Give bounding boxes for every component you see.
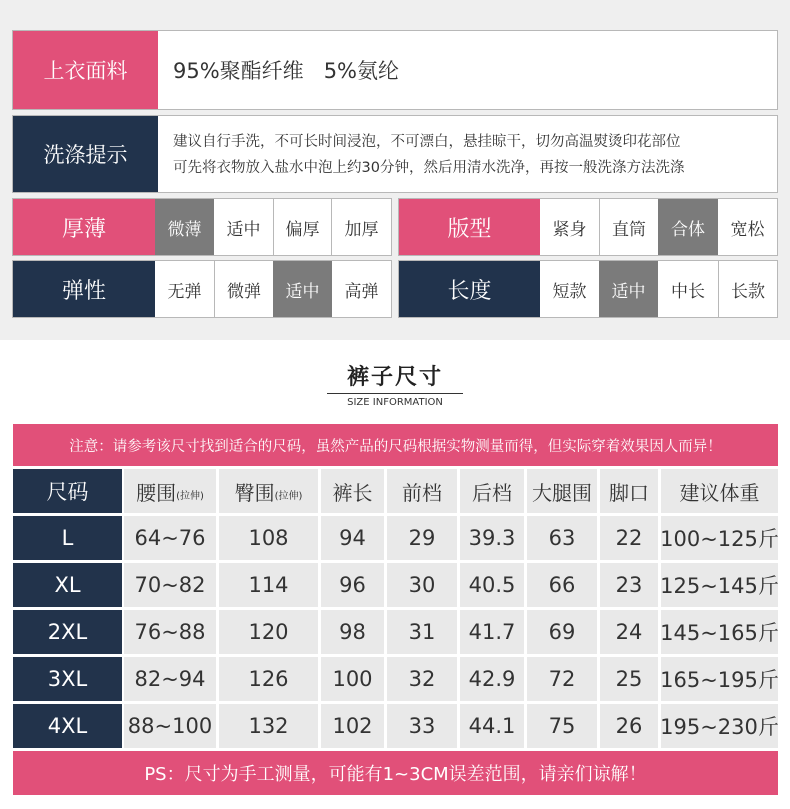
- table-cell: 94: [321, 516, 384, 560]
- thickness-row: [12, 198, 392, 256]
- table-cell: 108: [219, 516, 318, 560]
- table-header-cell: [600, 469, 658, 513]
- elasticity-option-2: 微弹: [215, 261, 273, 317]
- elasticity-row: [12, 260, 392, 318]
- length-label: 长度: [399, 261, 540, 317]
- table-header-cell: [219, 469, 318, 513]
- table-header-label: 后档: [472, 480, 512, 505]
- fit-option-4: 宽松: [718, 199, 777, 255]
- table-cell: 100: [321, 657, 384, 701]
- table-size-cell: 4XL: [13, 704, 122, 748]
- fabric-label: 上衣面料: [13, 31, 158, 109]
- thickness-label: 厚薄: [13, 199, 155, 255]
- length-option-4: 长款: [719, 261, 777, 317]
- elasticity-option-3: 适中: [273, 261, 332, 317]
- table-cell: 125~145斤: [661, 563, 778, 607]
- table-size-cell: XL: [13, 563, 122, 607]
- title-divider: [327, 393, 463, 394]
- table-cell: 120: [219, 610, 318, 654]
- table-header-note: (拉伸): [176, 490, 204, 502]
- table-cell: 64~76: [124, 516, 216, 560]
- table-cell: 145~165斤: [661, 610, 778, 654]
- table-header-cell: [321, 469, 384, 513]
- fabric-row: [12, 30, 778, 110]
- table-header-label: 前档: [402, 480, 442, 505]
- table-cell: 88~100: [124, 704, 216, 748]
- table-cell: 98: [321, 610, 384, 654]
- table-cell: 100~125斤: [661, 516, 778, 560]
- size-section-title: 裤子尺寸: [346, 365, 443, 390]
- fit-label: 版型: [399, 199, 540, 255]
- table-cell: 195~230斤: [661, 704, 778, 748]
- elasticity-option-4: 高弹: [332, 261, 391, 317]
- table-header-note: (拉伸): [274, 490, 303, 502]
- size-section-subtitle: SIZE INFORMATION: [347, 397, 443, 408]
- table-cell: 41.7: [460, 610, 524, 654]
- table-header-label: 臀围: [234, 480, 275, 505]
- table-header-label: 腰围: [136, 480, 177, 505]
- thickness-option-3: 偏厚: [274, 199, 331, 255]
- table-header-label: 裤长: [332, 480, 373, 505]
- table-cell: 23: [600, 563, 658, 607]
- table-cell: 165~195斤: [661, 657, 778, 701]
- table-header-cell: [387, 469, 457, 513]
- table-header-cell: [13, 469, 122, 513]
- table-cell: 42.9: [460, 657, 524, 701]
- table-cell: 22: [600, 516, 658, 560]
- table-cell: 29: [387, 516, 457, 560]
- table-header-cell: [124, 469, 216, 513]
- table-header-label: 建议体重: [679, 480, 760, 505]
- table-cell: 76~88: [124, 610, 216, 654]
- fit-option-2: 直筒: [600, 199, 658, 255]
- thickness-option-4: 加厚: [332, 199, 391, 255]
- wash-label: 洗涤提示: [13, 116, 158, 192]
- footnote-banner: PS：尺寸为手工测量，可能有1~3CM误差范围，请亲们谅解！: [13, 751, 778, 795]
- length-option-2: 适中: [599, 261, 658, 317]
- table-cell: 33: [387, 704, 457, 748]
- table-cell: 70~82: [124, 563, 216, 607]
- table-cell: 114: [219, 563, 318, 607]
- table-header-label: 尺码: [46, 480, 89, 504]
- table-cell: 24: [600, 610, 658, 654]
- table-header-cell: [527, 469, 597, 513]
- table-size-cell: 2XL: [13, 610, 122, 654]
- product-info-panel: [0, 0, 790, 340]
- fit-option-3: 合体: [658, 199, 718, 255]
- thickness-option-2: 适中: [214, 199, 273, 255]
- fabric-value: 95%聚酯纤维 5%氨纶: [173, 59, 400, 83]
- table-header-label: 脚口: [609, 480, 649, 505]
- table-cell: 96: [321, 563, 384, 607]
- table-cell: 66: [527, 563, 597, 607]
- table-cell: 40.5: [460, 563, 524, 607]
- table-cell: 26: [600, 704, 658, 748]
- table-cell: 82~94: [124, 657, 216, 701]
- table-cell: 69: [527, 610, 597, 654]
- wash-instructions: [173, 129, 684, 181]
- table-cell: 31: [387, 610, 457, 654]
- length-option-1: 短款: [540, 261, 599, 317]
- wash-row: [12, 115, 778, 193]
- elasticity-option-1: 无弹: [155, 261, 214, 317]
- table-cell: 39.3: [460, 516, 524, 560]
- elasticity-label: 弹性: [13, 261, 155, 317]
- wash-line-1: 建议自行手洗，不可长时间浸泡，不可漂白，悬挂晾干，切勿高温熨烫印花部位: [173, 134, 681, 150]
- table-cell: 102: [321, 704, 384, 748]
- thickness-option-1: 微薄: [155, 199, 214, 255]
- fit-option-1: 紧身: [540, 199, 599, 255]
- notice-banner: 注意：请参考该尺寸找到适合的尺码，虽然产品的尺码根据实物测量而得，但实际穿着效果因人而异！: [13, 424, 778, 466]
- table-cell: 126: [219, 657, 318, 701]
- table-cell: 132: [219, 704, 318, 748]
- table-cell: 30: [387, 563, 457, 607]
- table-header-cell: [661, 469, 778, 513]
- length-option-3: 中长: [658, 261, 718, 317]
- wash-line-2: 可先将衣物放入盐水中泡上约30分钟，然后用清水洗净，再按一般洗涤方法洗涤: [173, 160, 685, 176]
- table-size-cell: 3XL: [13, 657, 122, 701]
- table-cell: 25: [600, 657, 658, 701]
- table-header-cell: [460, 469, 524, 513]
- table-cell: 44.1: [460, 704, 524, 748]
- table-cell: 72: [527, 657, 597, 701]
- table-cell: 63: [527, 516, 597, 560]
- fit-row: [398, 198, 778, 256]
- table-cell: 32: [387, 657, 457, 701]
- table-size-cell: L: [13, 516, 122, 560]
- table-cell: 75: [527, 704, 597, 748]
- table-header-label: 大腿围: [532, 480, 592, 505]
- length-row: [398, 260, 778, 318]
